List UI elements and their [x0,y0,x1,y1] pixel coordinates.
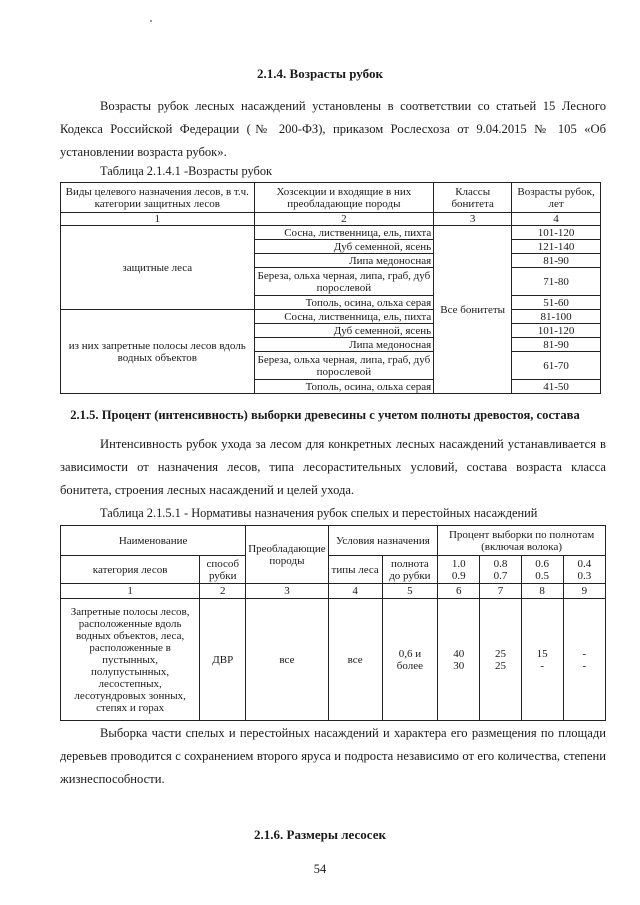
th-density-range [563,556,605,584]
table-caption-2-1-5-1: Таблица 2.1.5.1 - Нормативы назначения рубок спелых и перестойных насаждений [100,506,538,520]
th-forest-purpose: Виды целевого назначения лесов, в т.ч. категории защитных лесов [61,183,255,213]
age-cell: 61-70 [512,352,601,380]
density-value: 0.7 [493,569,508,582]
species-cell: Липа медоносная [254,254,434,268]
col-number: 4 [512,213,601,226]
species-cell: Тополь, осина, ольха серая [254,296,434,310]
table-cutting-ages [60,182,601,394]
density-value: 1.0 [451,557,466,570]
percent-value: 25 [494,647,506,660]
density-value: 0.9 [451,569,466,582]
percent-value: - [582,647,587,660]
species-cell: Дуб семенной, ясень [254,240,434,254]
species-cell: Береза, ольха черная, липа, граб, дуб порослевой [254,268,434,296]
density-value: 0.5 [535,569,550,582]
table-caption-2-1-4-1: Таблица 2.1.4.1 -Возрасты рубок [100,164,273,178]
percent-value: 40 [453,647,465,660]
percent-cell [438,599,480,721]
species-cell: Сосна, лиственница, ель, пихта [254,310,434,324]
th-method: способ рубки [200,556,246,584]
col-number: 3 [434,213,512,226]
th-forest-types: типы леса [328,556,382,584]
col-number: 7 [480,584,521,599]
percent-value: 25 [494,659,506,672]
density-value: 0.6 [535,557,550,570]
th-conditions: Условия назначения [328,526,437,556]
col-number: 5 [382,584,437,599]
table-cutting-norms [60,525,606,721]
percent-cell [563,599,605,721]
group-water-protection-strips: из них запретные полосы лесов вдоль водных объектов [61,310,255,394]
age-cell: 41-50 [512,380,601,394]
th-species: Хозсекции и входящие в них преобладающие породы [254,183,434,213]
age-cell: 71-80 [512,268,601,296]
age-cell: 101-120 [512,226,601,240]
percent-value: 15 [536,647,548,660]
th-percent: Процент выборки по полнотам (включая волока) [438,526,606,556]
col-number: 3 [246,584,328,599]
heading-2-1-5: 2.1.5. Процент (интенсивность) выборки древесины с учетом полноты древостоя, состава [70,408,580,422]
th-density: полнота до рубки [382,556,437,584]
age-cell: 101-120 [512,324,601,338]
percent-value: 30 [453,659,465,672]
th-density-range [438,556,480,584]
species-cell: Липа медоносная [254,338,434,352]
species-cell: Дуб семенной, ясень [254,324,434,338]
age-cell: 81-100 [512,310,601,324]
percent-cell [480,599,521,721]
age-cell: 121-140 [512,240,601,254]
col-number: 2 [254,213,434,226]
species-cell: Сосна, лиственница, ель, пихта [254,226,434,240]
paragraph-intensity: Интенсивность рубок ухода за лесом для конкретных лесных насаждений устанавливается в зависимости от назначения лесов, типа лесорастительных условий, состава возраста класса бонитета, строения лесных насаждений и целей ухода. [60,437,606,497]
species-cell: Береза, ольха черная, липа, граб, дуб порослевой [254,352,434,380]
page-number: 54 [313,862,327,876]
th-density-range [521,556,563,584]
density-value: 0.3 [577,569,592,582]
col-number: 2 [200,584,246,599]
col-number: 1 [61,213,255,226]
heading-2-1-6: 2.1.6. Размеры лесосек [254,827,386,842]
density-value: 0.8 [493,557,508,570]
col-number: 1 [61,584,200,599]
age-cell: 81-90 [512,338,601,352]
percent-value: - [582,659,587,672]
age-cell: 51-60 [512,296,601,310]
method-cell: ДВР [200,599,246,721]
th-category: категория лесов [61,556,200,584]
species-cell: все [246,599,328,721]
species-cell: Тополь, осина, ольха серая [254,380,434,394]
heading-2-1-4: 2.1.4. Возрасты рубок [257,66,383,81]
th-density-range [480,556,521,584]
forest-category-cell: Запретные полосы лесов, расположенные вдоль водных объектов, леса, расположенные в пустынных, полупустынных, лесостепных, лесотундровых зонных, степях и горах [61,599,200,721]
age-cell: 81-90 [512,254,601,268]
th-dominant-species: Преобладающие породы [246,526,328,584]
paragraph-ages: Возрасты рубок лесных насаждений установлены в соответствии со статьей 15 Лесного Кодекса Российской Федерации (№ 200-ФЗ), приказом Рослесхоза от 9.04.2015 № 105 «Об установлении возраста рубок». [60,99,606,159]
density-cell: 0,6 и более [382,599,437,721]
bonitet-all-cell: Все бонитеты [434,226,512,394]
forest-types-cell: все [328,599,382,721]
th-name: Наименование [61,526,246,556]
col-number: 9 [563,584,605,599]
percent-cell [521,599,563,721]
col-number: 4 [328,584,382,599]
th-bonitet: Классы бонитета [434,183,512,213]
th-age: Возрасты рубок, лет [512,183,601,213]
group-protective-forests: защитные леса [61,226,255,310]
percent-value: - [540,659,544,672]
paragraph-selection: Выборка части спелых и перестойных насаждений и характера его размещения по площади деревьев проводится с сохранением второго яруса и подроста независимо от его количества, степени жизнеспособности. [60,726,606,786]
col-number: 8 [521,584,563,599]
col-number: 6 [438,584,480,599]
scan-dot [150,20,152,22]
density-value: 0.4 [577,557,592,570]
